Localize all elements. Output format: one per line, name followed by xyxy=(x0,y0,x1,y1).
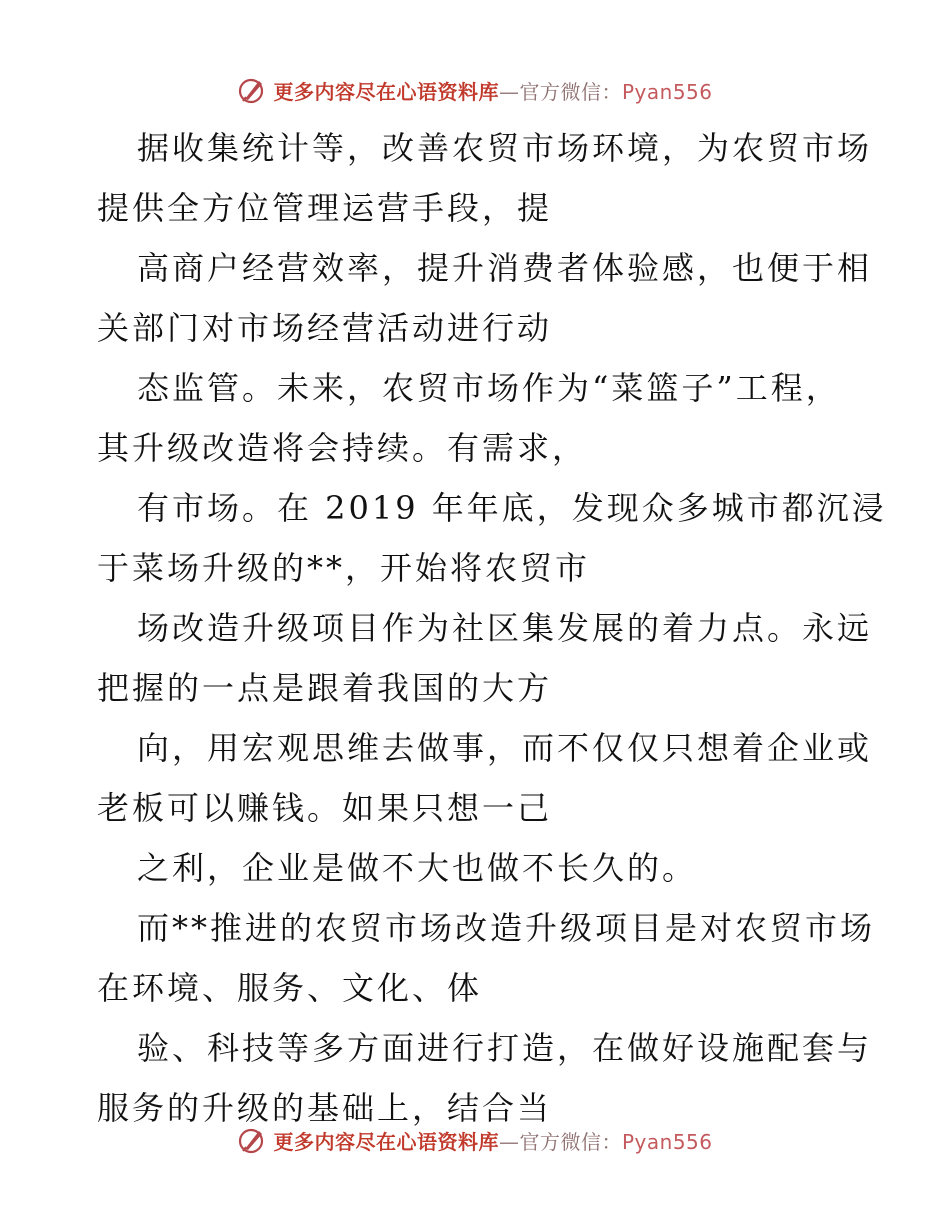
paragraph-line: 之利，企业是做不大也做不长久的。 xyxy=(137,849,698,887)
watermark-label: 官方微信： xyxy=(519,79,622,104)
paragraph-line: 于菜场升级的**，开始将农贸市 xyxy=(97,549,591,587)
watermark-text xyxy=(273,76,712,105)
paragraph-line: 其升级改造将会持续。有需求， xyxy=(97,429,588,467)
paragraph xyxy=(97,838,857,898)
watermark-id: Pyan556 xyxy=(621,1129,713,1154)
footer-watermark xyxy=(0,1122,950,1158)
paragraph-line: 向，用宏观思维去做事，而不仅仅只想着企业或 xyxy=(137,729,873,767)
paragraph-line: 而**推进的农贸市场改造升级项目是对农贸市场 xyxy=(137,909,876,947)
paragraph xyxy=(97,118,873,238)
paragraph-line: 验、科技等多方面进行打造，在做好设施配套与 xyxy=(137,1029,873,1067)
watermark-separator: — xyxy=(498,79,520,104)
paragraph-line: 服务的升级的基础上，结合当 xyxy=(97,1089,553,1127)
paragraph xyxy=(97,358,857,478)
paragraph xyxy=(97,718,873,838)
watermark-separator: — xyxy=(498,1129,520,1154)
paragraph xyxy=(97,238,873,358)
paragraph-line: 据收集统计等，改善农贸市场环境，为农贸市场 xyxy=(137,129,873,167)
paragraph xyxy=(97,898,876,1018)
watermark-brand: 更多内容尽在心语资料库 xyxy=(273,79,499,104)
watermark-id: Pyan556 xyxy=(621,79,713,104)
document-body xyxy=(97,118,887,1138)
paragraph xyxy=(97,598,873,718)
watermark-label: 官方微信： xyxy=(519,1129,622,1154)
header-watermark xyxy=(0,72,950,108)
paragraph-line: 提供全方位管理运营手段，提 xyxy=(97,189,553,227)
paragraph-line: 把握的一点是跟着我国的大方 xyxy=(97,669,553,707)
feather-pen-circle-icon xyxy=(237,75,267,105)
paragraph-line: 老板可以赚钱。如果只想一己 xyxy=(97,789,553,827)
paragraph-line: 关部门对市场经营活动进行动 xyxy=(97,309,553,347)
paragraph xyxy=(97,1018,873,1138)
feather-pen-circle-icon xyxy=(237,1125,267,1155)
paragraph-line: 在环境、服务、文化、体 xyxy=(97,969,483,1007)
paragraph-line: 有市场。在 2019 年年底，发现众多城市都沉浸 xyxy=(137,489,887,527)
paragraph xyxy=(97,478,887,598)
paragraph-line: 态监管。未来，农贸市场作为“菜篮子”工程， xyxy=(137,369,841,407)
watermark-text xyxy=(273,1126,712,1155)
paragraph-line: 场改造升级项目作为社区集发展的着力点。永远 xyxy=(137,609,873,647)
paragraph-line: 高商户经营效率，提升消费者体验感，也便于相 xyxy=(137,249,873,287)
watermark-brand: 更多内容尽在心语资料库 xyxy=(273,1129,499,1154)
